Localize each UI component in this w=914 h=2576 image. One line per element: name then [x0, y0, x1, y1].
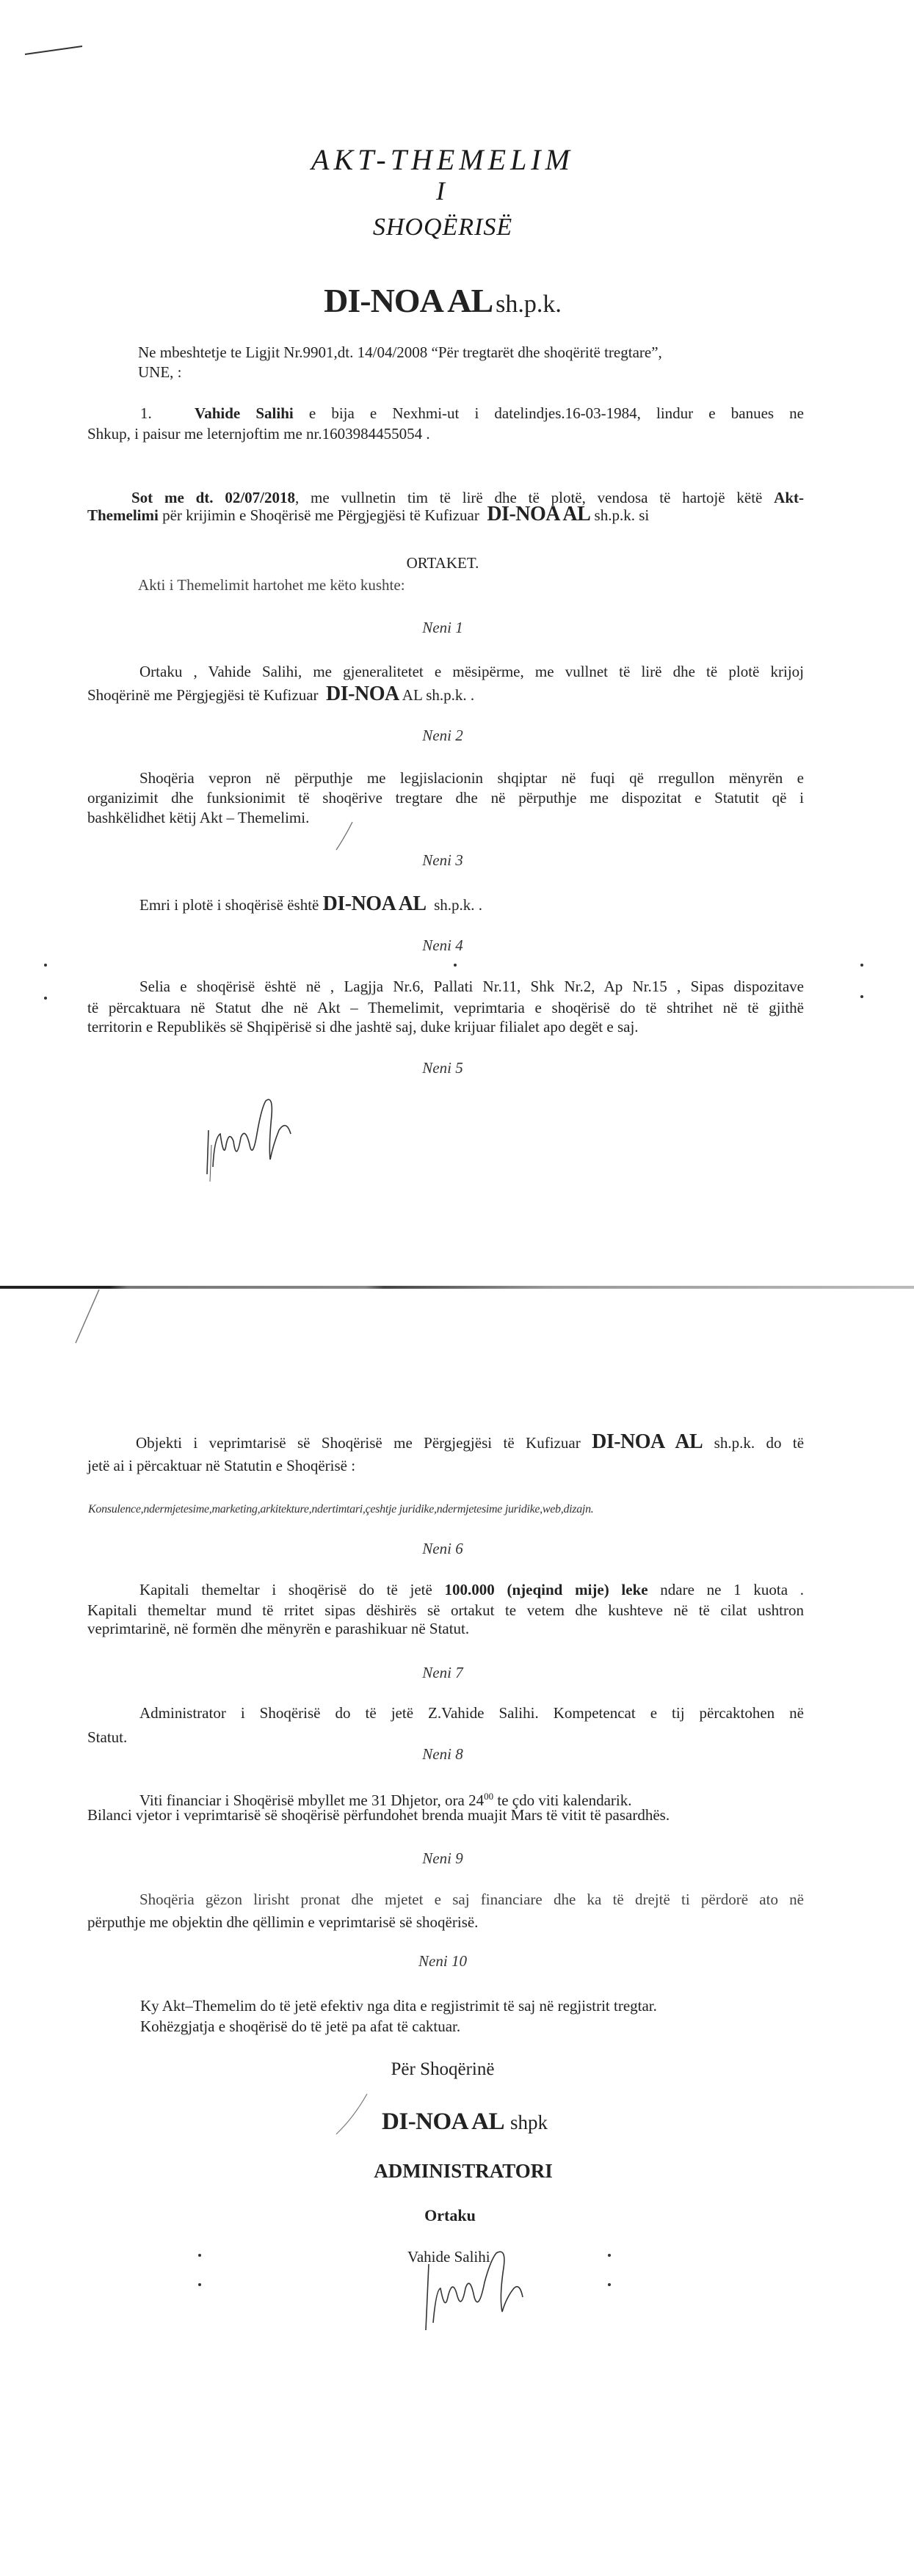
activities-list: Konsulence,ndermjetesime,marketing,arkitekture,ndertimtari,çeshtje juridike,ndermjetesime juridike,web,dizajn.	[88, 1503, 594, 1516]
neni-3-suffix: sh.p.k. .	[434, 896, 483, 914]
founder-details: e bija e Nexhmi-ut i datelindjes.16-03-1984, lindur e banues ne	[308, 404, 804, 422]
neni-3-heading: Neni 3	[422, 851, 463, 869]
company-heading-suffix: sh.p.k.	[496, 291, 562, 318]
neni-2-line-1: Shoqëria vepron në përputhje me legjislacionin shqiptar në fuqi që rregullon mënyrën e	[139, 769, 804, 787]
neni-1-text: Shoqërinë me Përgjegjësi të Kufizuar	[87, 686, 319, 704]
neni-1-end: AL sh.p.k. .	[402, 686, 475, 704]
scan-dot	[860, 995, 863, 998]
neni-10-heading: Neni 10	[418, 1952, 467, 1970]
neni-4-heading: Neni 4	[422, 936, 463, 954]
neni-2-heading: Neni 2	[422, 727, 463, 744]
objekti-end: sh.p.k. do të	[714, 1434, 805, 1452]
neni-8-heading: Neni 8	[422, 1745, 463, 1763]
neni-1-company: DI-NOA	[326, 683, 399, 705]
decision-company: DI-NOA AL	[487, 503, 591, 525]
neni-3-company: DI-NOA AL	[322, 892, 427, 915]
neni-3-label: Emri i plotë i shoqërisë është	[139, 896, 319, 914]
neni-6-line-3: veprimtarinë, në formën dhe mënyrën e parashikuar në Statut.	[87, 1620, 470, 1637]
decision-line-2	[87, 504, 649, 525]
signature-page-2	[0, 0, 1, 1]
neni-9-line-2: përputhje me objektin dhe qëllimin e veprimtarisë së shoqërisë.	[87, 1913, 479, 1931]
capital-amount: 100.000 (njeqind mije) leke	[444, 1581, 648, 1598]
neni-5-heading: Neni 5	[422, 1059, 463, 1077]
scan-dot	[44, 997, 47, 1000]
neni-8-text: Viti financiar i Shoqërisë mbyllet me 31 Dhjetor, ora 24	[139, 1791, 485, 1809]
neni-6-text: Kapitali themeltar i shoqërisë do të jetë	[139, 1581, 432, 1598]
closing-company-name: DI-NOA AL	[382, 2109, 504, 2135]
neni-7-line-2: Statut.	[87, 1728, 128, 1746]
objekti-line-2: jetë ai i përcaktuar në Statutin e Shoqërisë :	[87, 1457, 356, 1474]
time-superscript: 00	[484, 1791, 494, 1802]
law-reference: Ne mbeshtetje te Ligjit Nr.9901,dt. 14/04/2008 “Për tregtarët dhe shoqëritë tregtare”,	[138, 343, 662, 361]
document-subtitle: SHOQËRISË	[372, 214, 513, 241]
scan-dot	[198, 2254, 201, 2257]
neni-7-heading: Neni 7	[422, 1664, 463, 1681]
closing-company	[22, 2106, 907, 2137]
decision-akt: Akt-	[774, 489, 805, 506]
neni-4-line-1: Selia e shoqërisë është në , Lagjja Nr.6, Pallati Nr.11, Shk Nr.2, Ap Nr.15 , Sipas dispozitave	[139, 978, 804, 995]
founder-name: Vahide Salihi	[195, 404, 294, 422]
neni-8-end: te çdo viti kalendarik.	[497, 1791, 632, 1809]
neni-3-text	[139, 894, 482, 914]
neni-4-line-2: të përcaktuara në Statut dhe në Akt – Themelimit, veprimtaria e shoqërisë do të shtrihet në të gjithë	[87, 999, 804, 1016]
neni-1-line-2	[87, 684, 474, 705]
neni-4-line-3: territorin e Republikës së Shqipërisë si dhe jashtë saj, duke krijuar filialet apo degët e saj.	[87, 1018, 639, 1036]
ortaku-label: Ortaku	[424, 2206, 476, 2224]
document-title-conjunction: I	[436, 176, 449, 205]
closing-per-shoqerine: Për Shoqërinë	[391, 2059, 495, 2079]
decision-date: Sot me dt. 02/07/2018	[131, 489, 295, 506]
akti-intro: Akti i Themelimit hartohet me këto kushte:	[138, 576, 405, 594]
objekti-company: DI-NOA AL	[592, 1430, 703, 1453]
scan-dot	[608, 2254, 611, 2257]
objekti-line-1	[136, 1432, 804, 1452]
ortaket-heading: ORTAKET.	[406, 554, 479, 572]
founder-line-1	[195, 403, 804, 423]
neni-10-line-2: Kohëzgjatja e shoqërisë do të jetë pa afat të caktuar.	[140, 2017, 461, 2035]
decision-text-2: për krijimin e Shoqërisë me Përgjegjësi të Kufizuar	[162, 506, 479, 524]
neni-6-line-1	[139, 1579, 804, 1600]
neni-10-line-1: Ky Akt–Themelim do të jetë efektiv nga dita e regjistrimit të saj në regjistrit tregtar.	[140, 1997, 657, 2015]
company-heading	[0, 282, 885, 320]
founder-line-2: Shkup, i paisur me leternjoftim me nr.1603984455054 .	[87, 425, 430, 443]
decision-end: sh.p.k. si	[594, 506, 650, 524]
scan-dot	[198, 2283, 201, 2286]
administratori-label: ADMINISTRATORI	[374, 2160, 553, 2182]
scan-dot	[608, 2283, 611, 2286]
document-title: AKT-THEMELIM	[311, 143, 574, 176]
scan-dot	[44, 964, 47, 967]
page-break	[0, 1286, 914, 1289]
neni-8-line-1	[139, 1786, 631, 1807]
neni-9-line-1: Shoqëria gëzon lirisht pronat dhe mjetet e saj financiare dhe ka të drejtë ti përdorë ato në	[139, 1891, 804, 1908]
closing-company-suffix: shpk	[509, 2111, 548, 2133]
scan-dot	[860, 964, 863, 967]
neni-2-line-3: bashkëlidhet këtij Akt – Themelimi.	[87, 809, 310, 826]
neni-8-line-2: Bilanci vjetor i veprimtarisë së shoqërisë përfundohet brenda muajit Mars të vitit të pasardhës.	[87, 1806, 670, 1824]
objekti-text: Objekti i veprimtarisë së Shoqërisë me Përgjegjësi të Kufizuar	[136, 1434, 581, 1452]
decision-text: , me vullnetin tim të lirë dhe të plotë, vendosa të hartojë këtë	[295, 489, 763, 506]
une-label: UNE, :	[138, 363, 182, 381]
neni-6-end: ndare ne 1 kuota .	[660, 1581, 804, 1598]
company-heading-name: DI-NOA AL	[324, 282, 493, 319]
neni-1-line-1: Ortaku , Vahide Salihi, me gjeneralitetet e mësipërme, me vullnet të lirë dhe të plotë krijoj	[139, 663, 804, 680]
neni-7-line-1: Administrator i Shoqërisë do të jetë Z.Vahide Salihi. Kompetencat e tij përcaktohen në	[139, 1704, 804, 1722]
scan-dot	[454, 964, 457, 967]
signer-name: Vahide Salihi	[407, 2248, 490, 2266]
neni-1-heading: Neni 1	[422, 619, 463, 636]
decision-themelimi: Themelimi	[87, 506, 159, 524]
neni-6-line-2: Kapitali themeltar mund të rritet sipas dëshirës së ortakut te vetem dhe kushteve në të cilat ushtron	[87, 1601, 804, 1619]
neni-2-line-2: organizimit dhe funksionimit të shoqërive tregtare dhe në përputhje me dispozitat e Statutit që i	[87, 789, 804, 807]
founder-number: 1.	[140, 404, 152, 422]
neni-9-heading: Neni 9	[422, 1849, 463, 1867]
neni-6-heading: Neni 6	[422, 1540, 463, 1557]
